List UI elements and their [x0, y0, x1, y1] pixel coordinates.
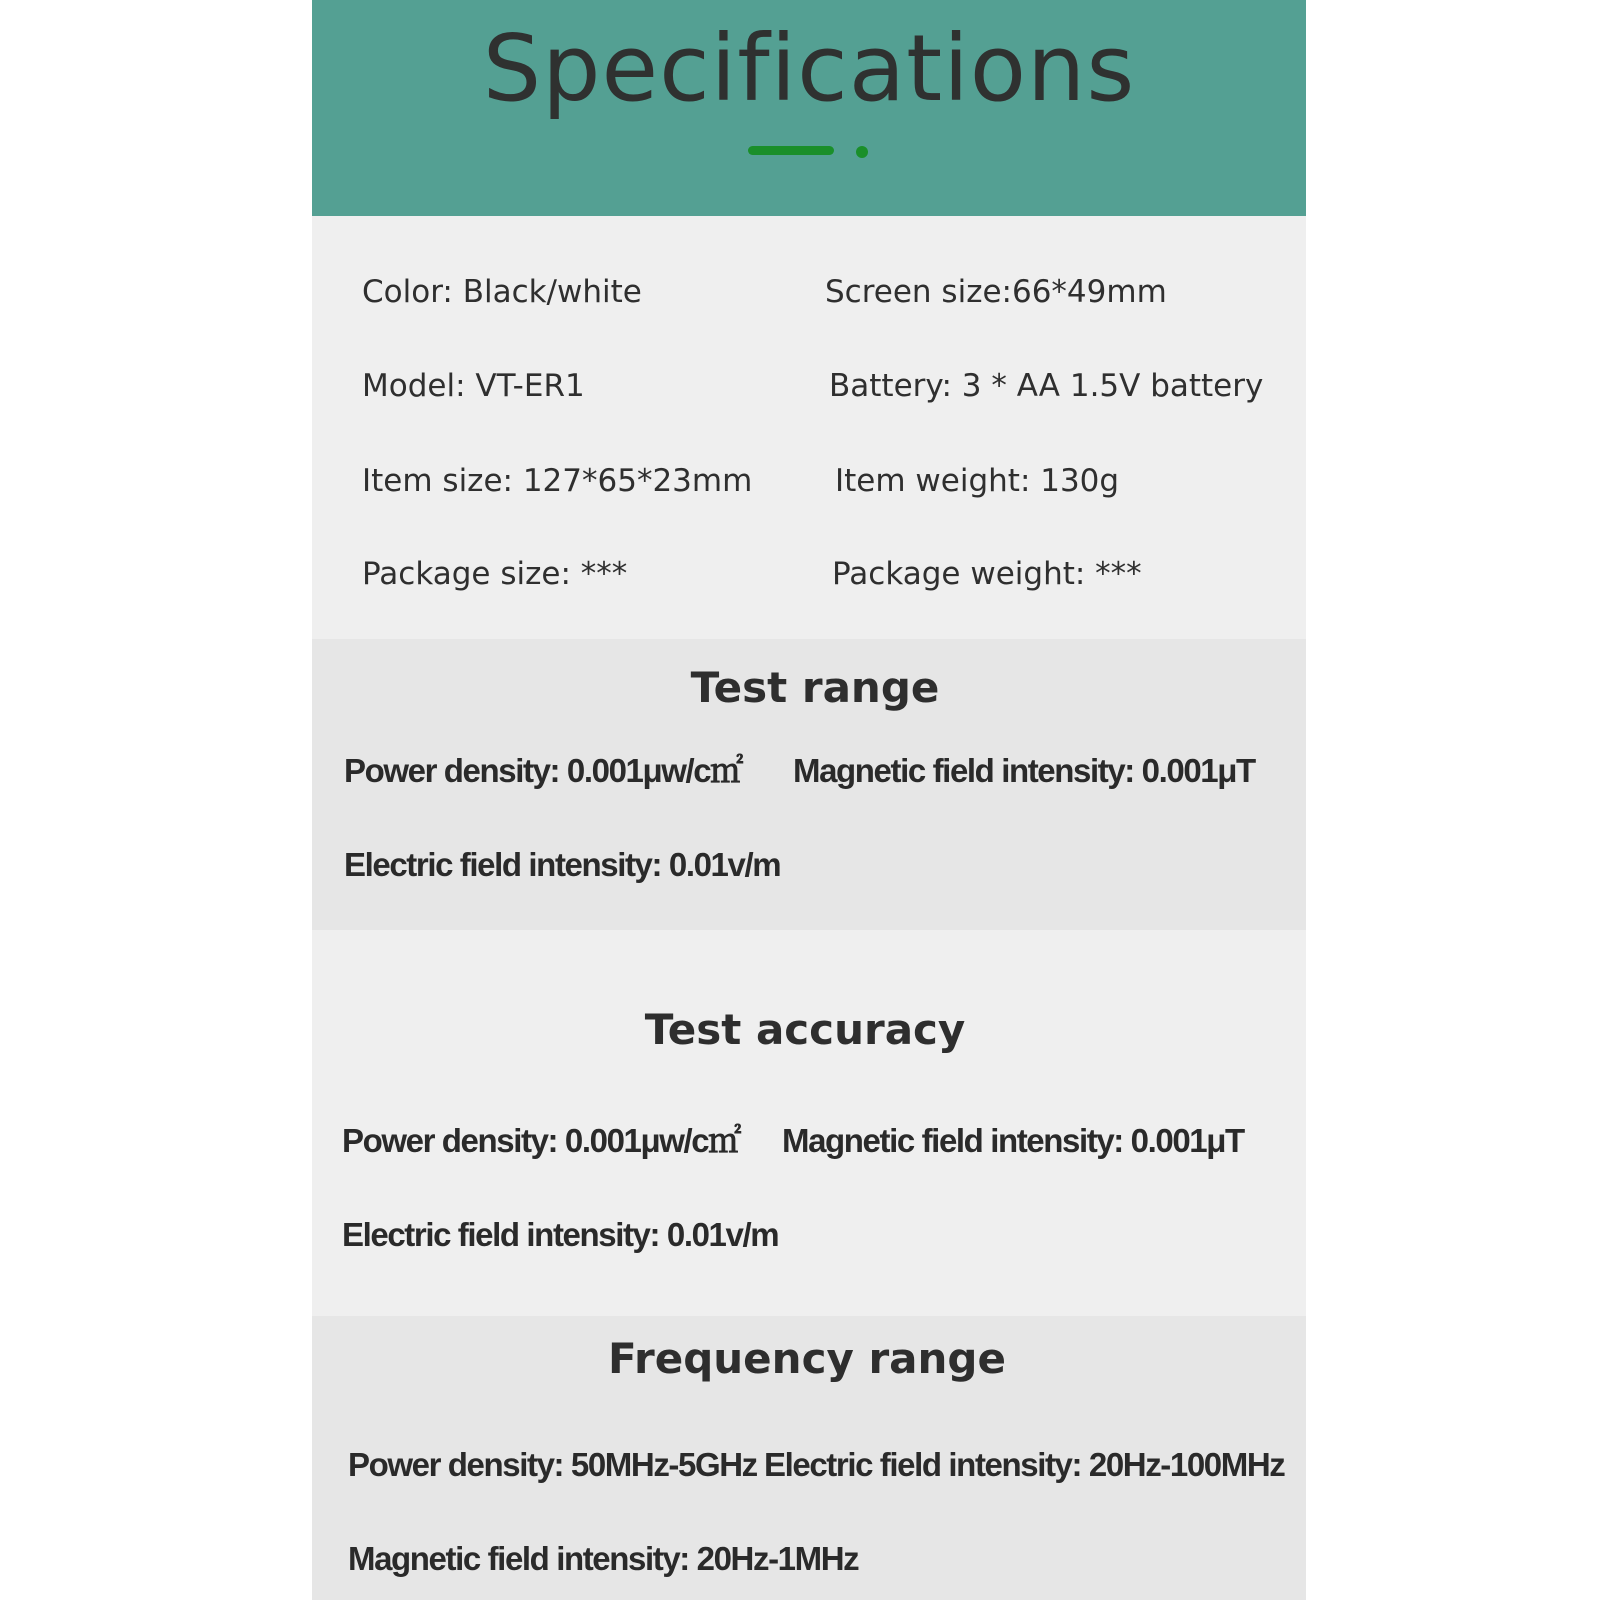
- test-range-magnetic-field: Magnetic field intensity: 0.001μT: [793, 752, 1255, 789]
- header-band: [312, 0, 1306, 216]
- test-range-section: [312, 639, 1306, 930]
- test-accuracy-power-density: Power density: 0.001μw/c㎡: [342, 1122, 740, 1159]
- page-title: Specifications: [482, 15, 1136, 122]
- test-accuracy-section: [312, 930, 1306, 1316]
- spec-package-size: Package size: ***: [362, 556, 628, 592]
- spec-sheet: [312, 0, 1306, 1600]
- frequency-range-section: [312, 1316, 1306, 1600]
- test-accuracy-electric-field: Electric field intensity: 0.01v/m: [342, 1216, 779, 1253]
- spec-battery: Battery: 3 * AA 1.5V battery: [829, 368, 1264, 404]
- section-title-frequency-range: Frequency range: [608, 1334, 1006, 1383]
- frequency-electric-field: Electric field intensity: 20Hz-100MHz: [764, 1446, 1285, 1483]
- basic-specs-section: [312, 216, 1306, 639]
- spec-item-weight: Item weight: 130g: [835, 463, 1120, 499]
- spec-model: Model: VT-ER1: [362, 368, 585, 404]
- section-title-test-accuracy: Test accuracy: [644, 1005, 966, 1054]
- test-range-electric-field: Electric field intensity: 0.01v/m: [344, 846, 781, 883]
- frequency-power-density: Power density: 50MHz-5GHz: [348, 1446, 757, 1483]
- spec-color: Color: Black/white: [362, 274, 642, 310]
- decorative-divider-dot: [856, 146, 868, 158]
- test-range-power-density: Power density: 0.001μw/c㎡: [344, 752, 742, 789]
- frequency-magnetic-field: Magnetic field intensity: 20Hz-1MHz: [348, 1540, 859, 1577]
- section-title-test-range: Test range: [690, 663, 940, 712]
- test-accuracy-magnetic-field: Magnetic field intensity: 0.001μT: [782, 1122, 1244, 1159]
- decorative-divider-bar: [748, 146, 834, 155]
- spec-package-weight: Package weight: ***: [832, 556, 1142, 592]
- spec-item-size: Item size: 127*65*23mm: [362, 463, 753, 499]
- spec-screen-size: Screen size:66*49mm: [825, 274, 1167, 310]
